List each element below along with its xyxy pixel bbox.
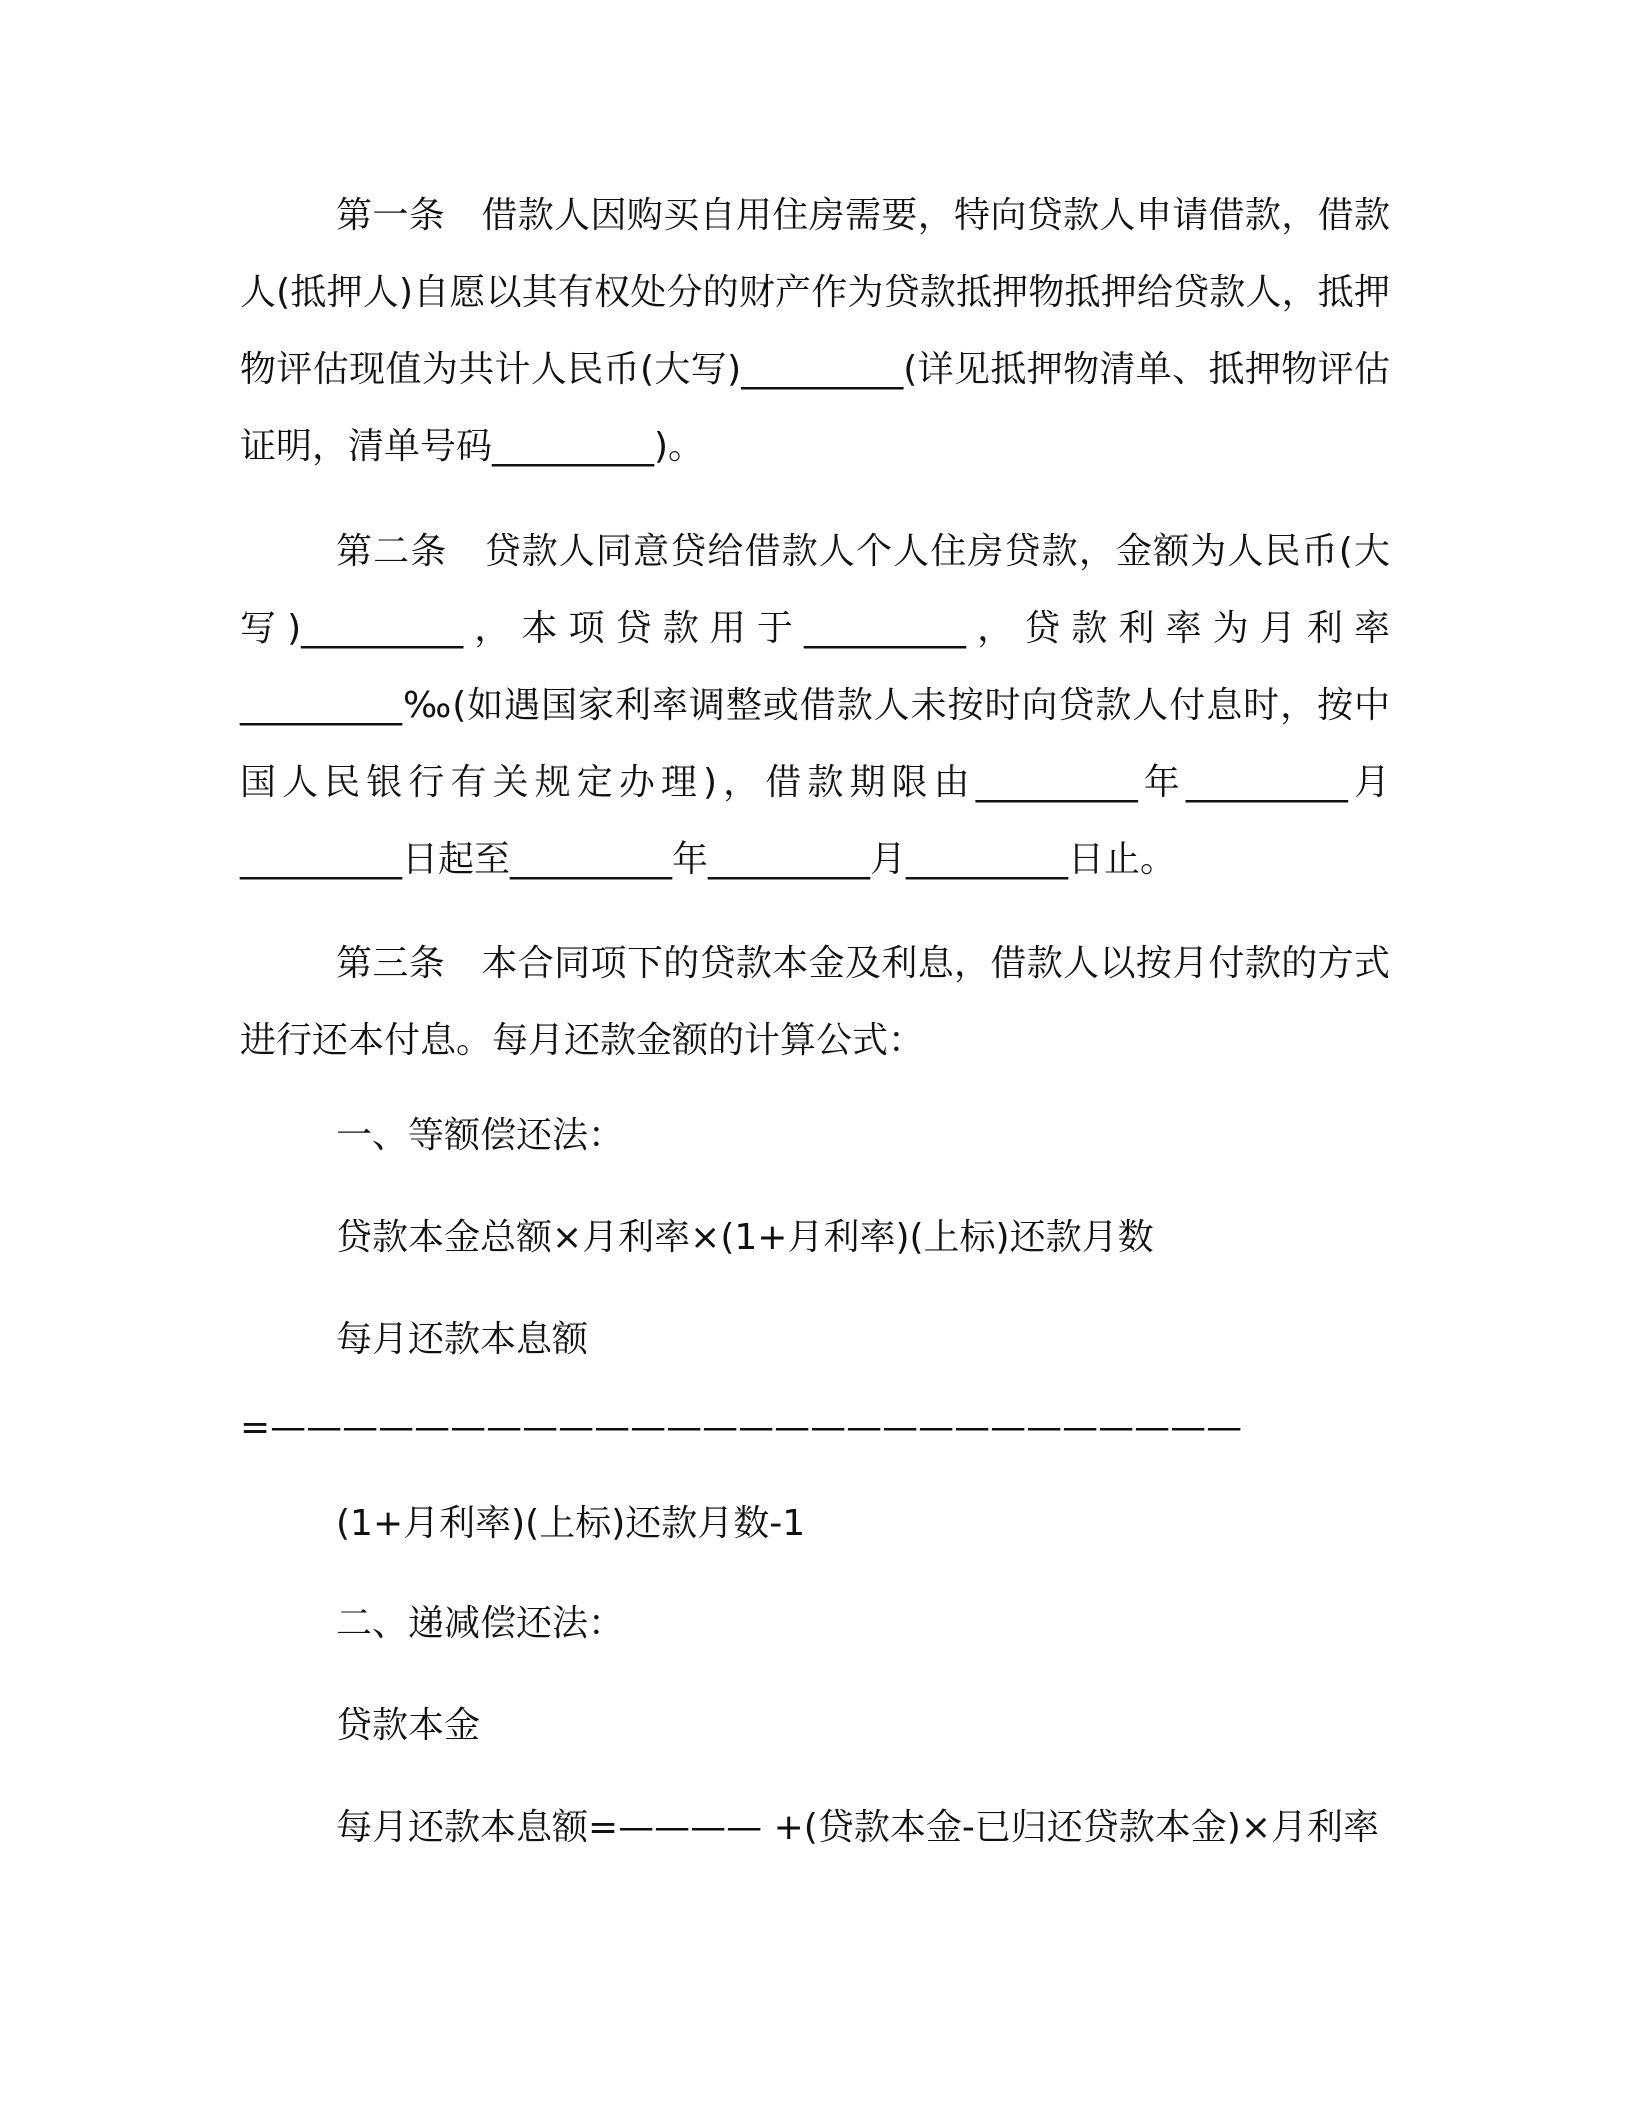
method-2-formula-numerator: 贷款本金 xyxy=(336,1705,481,1746)
method-1-fraction-line: =——————————————————————————— xyxy=(240,1407,1243,1448)
method-2-heading: 二、递减偿还法： xyxy=(336,1603,625,1644)
article-2-paragraph: 第二条 贷款人同意贷给借款人个人住房贷款，金额为人民币(大写)_________，本项贷款用于_________，贷款利率为月利率_________‰(如遇国家利率调整或借款人未按时向贷款人付息时，按中国人民银行有关规定办理)，借款期限由_________年_________月_________日起至_________年_________月_________日止。 xyxy=(240,531,1390,880)
method-1-heading: 一、等额偿还法： xyxy=(336,1115,625,1156)
article-1-paragraph: 第一条 借款人因购买自用住房需要，特向贷款人申请借款，借款人(抵押人)自愿以其有权处分的财产作为贷款抵押物抵押给贷款人，抵押物评估现值为共计人民币(大写)_________(详见抵押物清单、抵押物评估证明，清单号码_________)。 xyxy=(240,195,1390,467)
method-2-formula: 每月还款本息额=———— +(贷款本金-已归还贷款本金)×月利率 xyxy=(336,1807,1380,1848)
article-3-paragraph: 第三条 本合同项下的贷款本金及利息，借款人以按月付款的方式进行还本付息。每月还款金额的计算公式： xyxy=(240,943,1390,1061)
method-1-formula-numerator: 贷款本金总额×月利率×(1+月利率)(上标)还款月数 xyxy=(336,1217,1154,1258)
method-1-formula-label: 每月还款本息额 xyxy=(336,1319,589,1360)
method-1-formula-denominator: (1+月利率)(上标)还款月数-1 xyxy=(336,1503,806,1544)
